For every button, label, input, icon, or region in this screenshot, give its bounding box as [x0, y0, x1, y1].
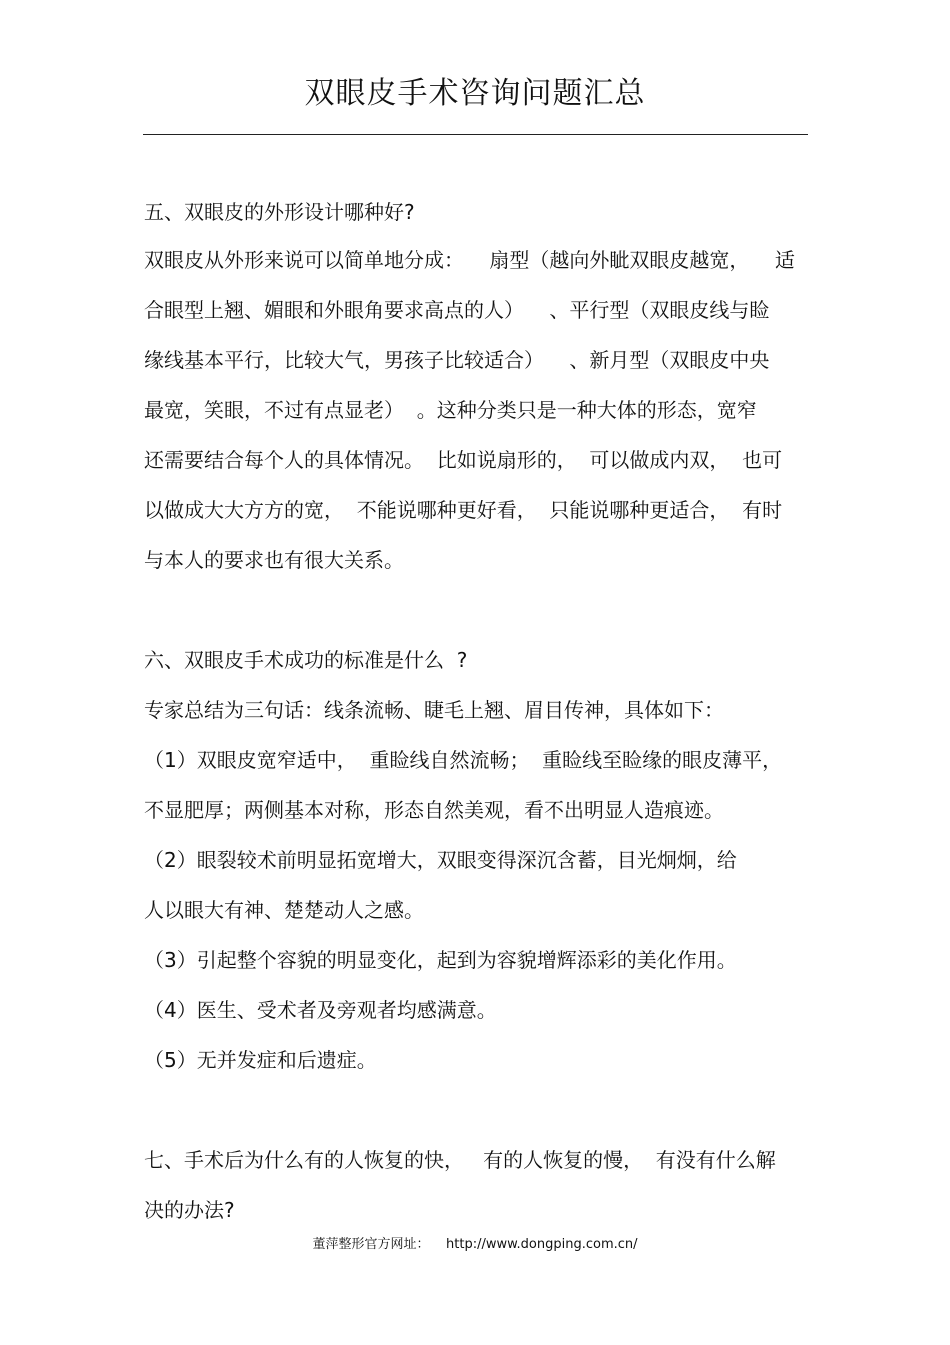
section-6-line: 不显肥厚；两侧基本对称，形态自然美观，看不出明显人造痕迹。 [144, 798, 724, 822]
title-underline [143, 134, 808, 135]
section-6-heading: 六、双眼皮手术成功的标准是什么 ? [144, 648, 468, 672]
section-6-line: （2）眼裂较术前明显拓宽增大，双眼变得深沉含蓄，目光炯炯，给 [144, 848, 737, 872]
page-title: 双眼皮手术咨询问题汇总 [304, 76, 646, 111]
footer-url-link[interactable]: http://www.dongping.com.cn/ [446, 1237, 638, 1252]
section-6-line: （1）双眼皮宽窄适中， 重睑线自然流畅； 重睑线至睑缘的眼皮薄平， [144, 748, 783, 772]
section-5-line: 双眼皮从外形来说可以简单地分成： 扇型（越向外眦双眼皮越宽， 适 [144, 248, 795, 272]
section-6-line: 专家总结为三句话：线条流畅、睫毛上翘、眉目传神，具体如下： [144, 698, 724, 722]
section-5-line: 与本人的要求也有很大关系。 [144, 548, 404, 572]
footer [0, 1233, 950, 1252]
section-5-line: 还需要结合每个人的具体情况。 比如说扇形的， 可以做成内双， 也可 [144, 448, 783, 472]
section-5-heading: 五、双眼皮的外形设计哪种好? [144, 200, 415, 224]
section-7-line: 决的办法? [144, 1198, 235, 1222]
footer-label: 董萍整形官方网址： [312, 1237, 430, 1252]
section-6-line: （5）无并发症和后遗症。 [144, 1048, 377, 1072]
section-5-line: 最宽，笑眼，不过有点显老） 。这种分类只是一种大体的形态，宽窄 [144, 398, 757, 422]
section-5-line: 以做成大大方方的宽， 不能说哪种更好看， 只能说哪种更适合， 有时 [144, 498, 783, 522]
section-5-line: 缘线基本平行，比较大气，男孩子比较适合） 、新月型（双眼皮中央 [144, 348, 770, 372]
section-6-line: （4）医生、受术者及旁观者均感满意。 [144, 998, 497, 1022]
section-6-line: 人以眼大有神、楚楚动人之感。 [144, 898, 424, 922]
section-6-line: （3）引起整个容貌的明显变化，起到为容貌增辉添彩的美化作用。 [144, 948, 737, 972]
section-5-line: 合眼型上翘、媚眼和外眼角要求高点的人） 、平行型（双眼皮线与睑 [144, 298, 770, 322]
section-7-heading: 七、手术后为什么有的人恢复的快， 有的人恢复的慢， 有没有什么解 [144, 1148, 776, 1172]
